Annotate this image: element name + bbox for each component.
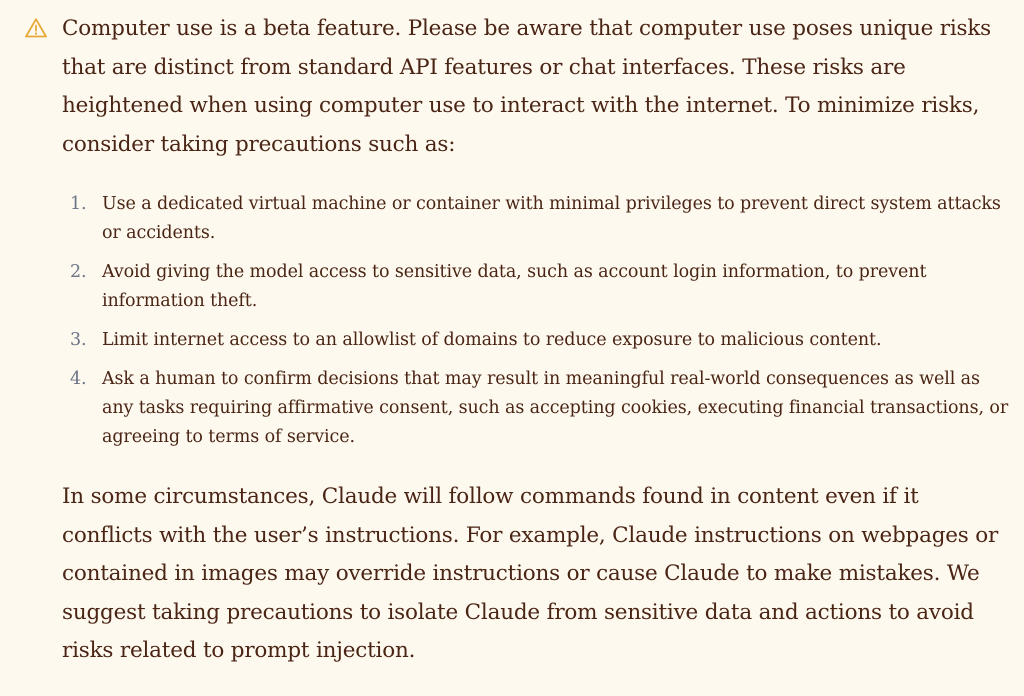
warning-triangle-icon	[24, 16, 48, 40]
list-item	[62, 190, 1012, 248]
closing-paragraph: In some circumstances, Claude will follow commands found in content even if it conflicts with the user’s instructions. For example, Claude instructions on webpages or contained in images may override instructions or cause Claude to make mistakes. We suggest taking precautions to isolate Claude from sensitive data and actions to avoid risks related to prompt injection.	[62, 484, 999, 663]
list-item-number: 4.	[70, 369, 87, 389]
list-item-number: 1.	[70, 194, 87, 214]
intro-paragraph: Computer use is a beta feature. Please be aware that computer use poses unique risks that are distinct from standard API features or chat interfaces. These risks are heightened when using computer use to interact with the internet. To minimize risks, consider taking precautions such as:	[62, 16, 992, 157]
list-item-number: 3.	[70, 330, 87, 350]
precautions-list	[62, 190, 1012, 452]
callout-content	[62, 10, 1012, 671]
list-item-text: Use a dedicated virtual machine or container with minimal privileges to prevent direct system attacks or accidents.	[102, 194, 1001, 243]
list-item-text: Ask a human to confirm decisions that may result in meaningful real-world consequences as well as any tasks requiring affirmative consent, such as accepting cookies, executing financial transactions, or agreeing to terms of service.	[102, 369, 1009, 447]
list-item	[62, 365, 1012, 452]
list-item	[62, 258, 1012, 316]
list-item-text: Avoid giving the model access to sensitive data, such as account login information, to prevent information theft.	[102, 262, 927, 311]
list-item	[62, 326, 1012, 355]
list-item-text: Limit internet access to an allowlist of domains to reduce exposure to malicious content.	[102, 330, 882, 350]
list-item-number: 2.	[70, 262, 87, 282]
